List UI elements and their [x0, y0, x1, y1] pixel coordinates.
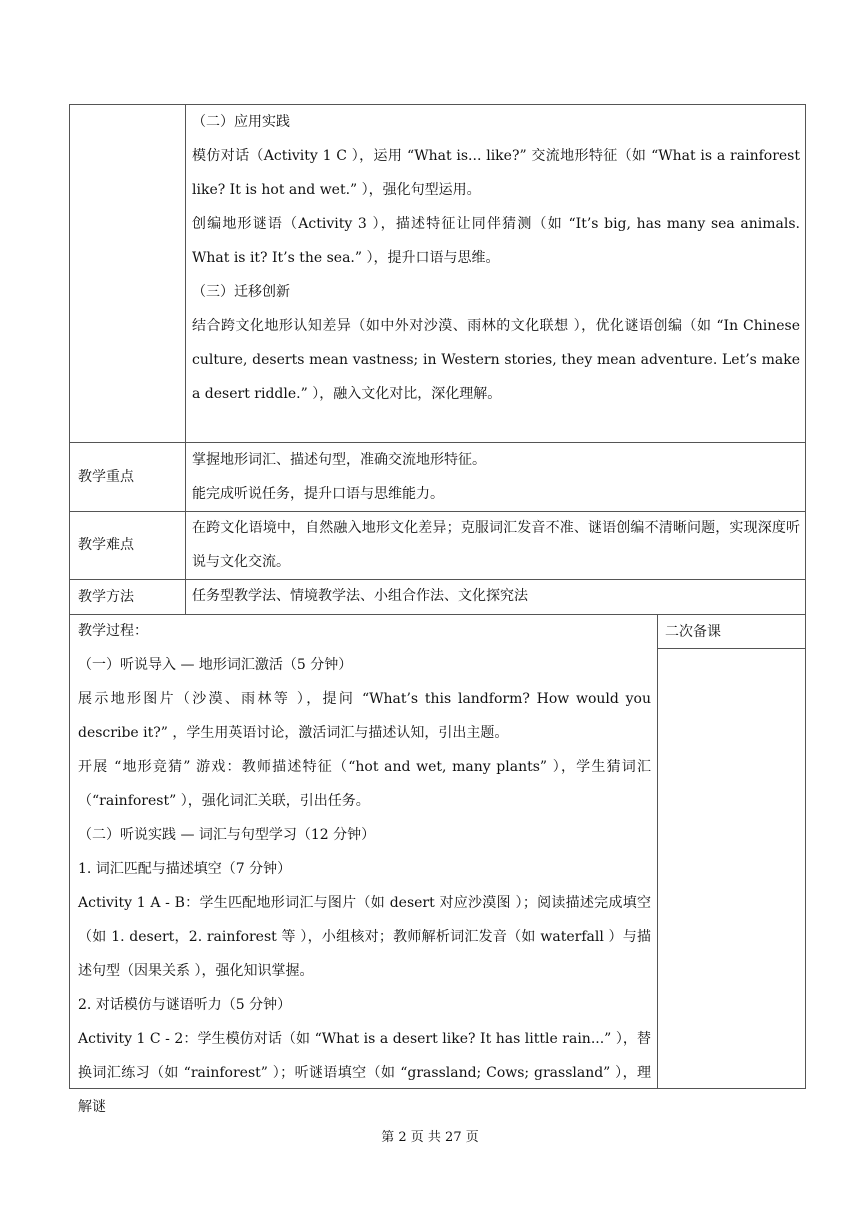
key-points-line-1: 掌握地形词汇、描述句型，准确交流地形特征。: [192, 452, 486, 468]
transfer-paragraph: 结合跨文化地形认知差异（如中外对沙漠、雨林的文化联想 ），优化谜语创编（如 “In Chinese culture, deserts mean vastness; in Western stories, they mean adventure. Let’s make a desert riddle.” ），融入文化对比，深化理解。: [192, 318, 800, 402]
process-step1-heading: （一）听说导入 — 地形词汇激活（5 分钟）: [78, 657, 353, 673]
practice-dialogue-paragraph: 模仿对话（Activity 1 C ），运用 “What is... like?” 交流地形特征（如 “What is a rainforest like? It is hot and wet.” ），强化句型运用。: [192, 148, 800, 198]
process-step2-heading: （二）听说实践 — 词汇与句型学习（12 分钟）: [78, 827, 376, 843]
transfer-heading: （三）迁移创新: [192, 284, 290, 300]
process-step2-sub2-heading: 2. 对话模仿与谜语听力（5 分钟）: [78, 997, 292, 1013]
difficult-points-text: 在跨文化语境中，自然融入地形文化差异；克服词汇发音不准、谜语创编不清晰问题，实现深度听说与文化交流。: [192, 520, 800, 570]
process-step2-sub2-paragraph: Activity 1 C - 2：学生模仿对话（如 “What is a desert like? It has little rain...” ），替换词汇练习（如 “rainforest” ）；听谜语填空（如 “grassland; Cows; grassland” ），理解谜: [78, 1031, 651, 1115]
process-step2-sub1-heading: 1. 词汇匹配与描述填空（7 分钟）: [78, 861, 292, 877]
methods-text: 任务型教学法、情境教学法、小组合作法、文化探究法: [192, 588, 528, 604]
practice-heading: （二）应用实践: [192, 114, 290, 130]
methods-label: 教学方法: [78, 589, 134, 605]
process-step1-paragraph-2: 开展 “地形竞猜” 游戏：教师描述特征（“hot and wet, many plants” ），学生猜词汇（“rainforest” ），强化词汇关联，引出任务。: [78, 759, 651, 809]
process-step1-paragraph-1: 展示地形图片（沙漠、雨林等 ），提问 “What’s this landform? How would you describe it?” ，学生用英语讨论，激活词汇与描述认知，引出主题。: [78, 691, 651, 741]
side-header-divider: [657, 648, 806, 649]
process-step2-sub1-paragraph: Activity 1 A - B：学生匹配地形词汇与图片（如 desert 对应沙漠图 ）；阅读描述完成填空（如 1. desert，2. rainforest 等 ），小组核对；教师解析词汇发音（如 waterfall ）与描述句型（因果关系 ），强化知识掌握。: [78, 895, 651, 979]
key-points-label: 教学重点: [78, 469, 134, 485]
difficult-points-label: 教学难点: [78, 537, 134, 553]
key-points-line-2: 能完成听说任务，提升口语与思维能力。: [192, 486, 444, 502]
table-border-right: [805, 104, 806, 1089]
label-column-divider: [185, 104, 186, 614]
page-number-footer: 第 2 页 共 27 页: [381, 1130, 479, 1145]
side-notes-header: 二次备课: [665, 624, 721, 640]
side-column-divider: [657, 614, 658, 1089]
process-heading: 教学过程：: [78, 623, 148, 639]
practice-riddle-paragraph: 创编地形谜语（Activity 3 ），描述特征让同伴猜测（如 “It’s big, has many sea animals. What is it? It’s the sea.” ），提升口语与思维。: [192, 216, 800, 266]
table-border-left: [69, 104, 70, 1089]
